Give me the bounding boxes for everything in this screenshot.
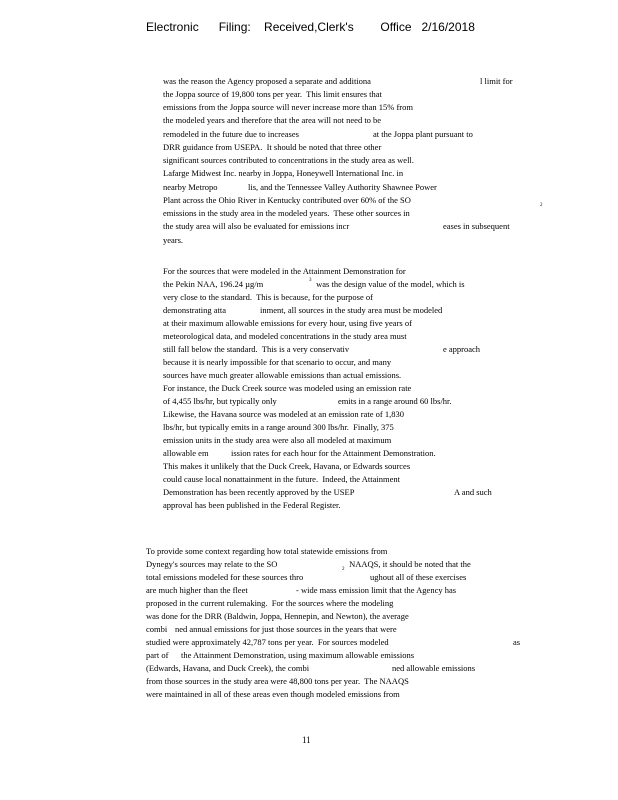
text-line: was done for the DRR (Baldwin, Joppa, Hennepin, and Newton), the average bbox=[146, 611, 409, 621]
text-line: was the reason the Agency proposed a separate and additiona bbox=[163, 76, 371, 86]
text-line: remodeled in the future due to increases bbox=[163, 129, 299, 139]
text-line: l limit for bbox=[480, 76, 513, 86]
text-line: demonstrating atta bbox=[163, 305, 227, 315]
text-line: Dynegy's sources may relate to the SO bbox=[146, 559, 278, 569]
text-line: were maintained in all of these areas even though modeled emissions from bbox=[146, 689, 400, 699]
subscript-2: 2 bbox=[342, 567, 345, 572]
text-line: at the Joppa plant pursuant to bbox=[373, 129, 473, 139]
text-line: sources have much greater allowable emissions than actual emissions. bbox=[163, 370, 402, 380]
text-line: NAAQS, it should be noted that the bbox=[347, 559, 471, 569]
text-line: the Attainment Demonstration, using maximum allowable emissions bbox=[181, 650, 415, 660]
text-line: For the sources that were modeled in the Attainment Demonstration for bbox=[163, 266, 406, 276]
text-line: (Edwards, Havana, and Duck Creek), the combi bbox=[146, 663, 310, 673]
text-line: lis, and the Tennessee Valley Authority Shawnee Power bbox=[248, 182, 437, 192]
text-line: years. bbox=[163, 235, 184, 245]
text-line: A and such bbox=[454, 487, 492, 497]
text-line: are much higher than the fleet bbox=[146, 585, 248, 595]
text-line: the Joppa source of 19,800 tons per year. This limit ensures that bbox=[163, 89, 382, 99]
text-line: could cause local nonattainment in the future. Indeed, the Attainment bbox=[163, 474, 400, 484]
text-line: DRR guidance from USEPA. It should be noted that three other bbox=[163, 142, 382, 152]
text-line: because it is nearly impossible for that scenario to occur, and many bbox=[163, 357, 392, 367]
text-line: total emissions modeled for these sources thro bbox=[146, 572, 304, 582]
superscript-3: 3 bbox=[309, 278, 312, 283]
text-line: This makes it unlikely that the Duck Creek, Havana, or Edwards sources bbox=[163, 461, 411, 471]
text-line: For instance, the Duck Creek source was modeled using an emission rate bbox=[163, 383, 412, 393]
text-line: nearby Metropo bbox=[163, 182, 218, 192]
text-line: studied were approximately 42,787 tons per year. For sources modeled bbox=[146, 637, 389, 647]
text-line: significant sources contributed to concentrations in the study area as well. bbox=[163, 155, 414, 165]
text-line: emission units in the study area were also all modeled at maximum bbox=[163, 435, 392, 445]
text-line: at their maximum allowable emissions for every hour, using five years of bbox=[163, 318, 412, 328]
text-line: eases in subsequent bbox=[443, 221, 510, 231]
text-line: ned annual emissions for just those sources in the years that were bbox=[175, 624, 397, 634]
text-line: ission rates for each hour for the Attainment Demonstration. bbox=[231, 448, 436, 458]
text-line: proposed in the current rulemaking. For the sources where the modeling bbox=[146, 598, 394, 608]
text-line: still fall below the standard. This is a very conservativ bbox=[163, 344, 350, 354]
text-line: e approach bbox=[443, 344, 481, 354]
text-line: ughout all of these exercises bbox=[370, 572, 467, 582]
text-line: emits in a range around 60 lbs/hr. bbox=[338, 396, 452, 406]
text-line: ned allowable emissions bbox=[392, 663, 476, 673]
text-line: was the design value of the model, which is bbox=[314, 279, 465, 289]
text-line: Plant across the Ohio River in Kentucky contributed over 60% of the SO bbox=[163, 195, 411, 205]
text-line: the Pekin NAA, 196.24 µg/m bbox=[163, 279, 264, 289]
text-line: as bbox=[513, 637, 521, 647]
page-number: 11 bbox=[302, 735, 311, 745]
text-line: lbs/hr, but typically emits in a range around 300 lbs/hr. Finally, 375 bbox=[163, 422, 394, 432]
text-line: of 4,455 lbs/hr, but typically only bbox=[163, 396, 277, 406]
filing-header: Electronic Filing: Received,Clerk's Office 2/16/2018 bbox=[146, 20, 475, 34]
subscript-2: 2 bbox=[540, 203, 543, 208]
text-line: very close to the standard. This is because, for the purpose of bbox=[163, 292, 373, 302]
text-line: allowable em bbox=[163, 448, 209, 458]
text-line: Lafarge Midwest Inc. nearby in Joppa, Honeywell International Inc. in bbox=[163, 168, 404, 178]
text-line: - wide mass emission limit that the Agency has bbox=[296, 585, 457, 595]
text-line: the study area will also be evaluated for emissions incr bbox=[163, 221, 350, 231]
text-line: emissions in the study area in the modeled years. These other sources in bbox=[163, 208, 410, 218]
text-line: part of bbox=[146, 650, 169, 660]
text-line: the modeled years and therefore that the area will not need to be bbox=[163, 115, 382, 125]
text-line: meteorological data, and modeled concentrations in the study area must bbox=[163, 331, 407, 341]
text-line: from those sources in the study area were 48,800 tons per year. The NAAQS bbox=[146, 676, 409, 686]
text-line: inment, all sources in the study area must be modeled bbox=[260, 305, 443, 315]
text-line: emissions from the Joppa source will never increase more than 15% from bbox=[163, 102, 413, 112]
text-line: combi bbox=[146, 624, 168, 634]
text-line: To provide some context regarding how total statewide emissions from bbox=[146, 546, 388, 556]
text-line: Demonstration has been recently approved by the USEP bbox=[163, 487, 355, 497]
text-line: approval has been published in the Federal Register. bbox=[163, 500, 341, 510]
text-line: Likewise, the Havana source was modeled at an emission rate of 1,830 bbox=[163, 409, 404, 419]
